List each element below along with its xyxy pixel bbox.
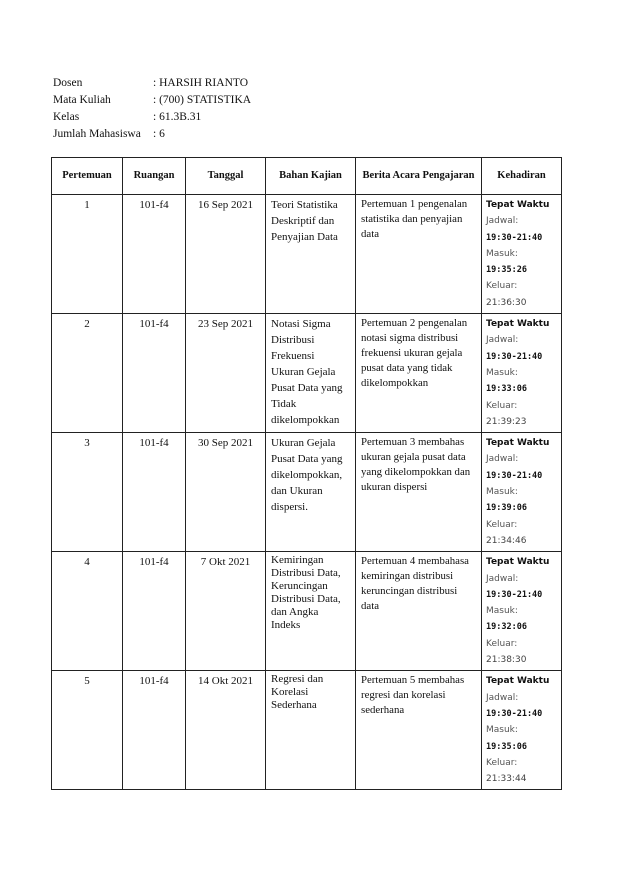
table-row xyxy=(52,314,562,433)
cell-pertemuan: 5 xyxy=(52,671,123,790)
jadwal-value: 19:30-21:40 xyxy=(486,708,543,719)
keluar-value: 21:36:30 xyxy=(486,297,527,308)
cell-ruangan: 101-f4 xyxy=(123,195,186,314)
table-row xyxy=(52,195,562,314)
table-header-row xyxy=(52,158,562,195)
keluar-value: 21:38:30 xyxy=(486,655,527,666)
cell-ruangan: 101-f4 xyxy=(123,314,186,433)
cell-bahan-kajian: Ukuran Gejala Pusat Data yang dikelompokkan, dan Ukuran dispersi. xyxy=(266,433,356,552)
matkul-value: : (700) STATISTIKA xyxy=(153,92,251,109)
cell-berita-acara: Pertemuan 3 membahas ukuran gejala pusat data yang dikelompokkan dan ukuran dispersi xyxy=(356,433,482,552)
cell-bahan-kajian: Regresi dan Korelasi Sederhana xyxy=(266,671,356,790)
masuk-label: Masuk: xyxy=(486,248,518,259)
jadwal-label: Jadwal: xyxy=(486,216,519,227)
keluar-label: Keluar: xyxy=(486,281,518,292)
cell-tanggal: 30 Sep 2021 xyxy=(186,433,266,552)
cell-ruangan: 101-f4 xyxy=(123,433,186,552)
masuk-label: Masuk: xyxy=(486,725,518,736)
info-row-kelas xyxy=(53,109,251,126)
table-row xyxy=(52,552,562,671)
keluar-label: Keluar: xyxy=(486,519,518,530)
jadwal-label: Jadwal: xyxy=(486,454,519,465)
masuk-label: Masuk: xyxy=(486,487,518,498)
col-header-ruangan: Ruangan xyxy=(123,158,186,195)
jadwal-label: Jadwal: xyxy=(486,335,519,346)
cell-kehadiran xyxy=(482,671,562,790)
cell-bahan-kajian: Kemiringan Distribusi Data, Keruncingan Distribusi Data, dan Angka Indeks xyxy=(266,552,356,671)
cell-kehadiran xyxy=(482,314,562,433)
masuk-value: 19:32:06 xyxy=(486,622,527,633)
col-header-kehadiran: Kehadiran xyxy=(482,158,562,195)
col-header-bahan-kajian: Bahan Kajian xyxy=(266,158,356,195)
course-info xyxy=(53,75,251,143)
matkul-label: Mata Kuliah xyxy=(53,94,111,106)
info-row-dosen xyxy=(53,75,251,92)
cell-berita-acara: Pertemuan 5 membahas regresi dan korelasi sederhana xyxy=(356,671,482,790)
cell-pertemuan: 2 xyxy=(52,314,123,433)
cell-pertemuan: 4 xyxy=(52,552,123,671)
cell-berita-acara: Pertemuan 2 pengenalan notasi sigma distribusi frekuensi ukuran gejala pusat data yang tidak dikelompokkan xyxy=(356,314,482,433)
cell-ruangan: 101-f4 xyxy=(123,671,186,790)
attendance-status: Tepat Waktu xyxy=(486,200,550,210)
dosen-value: : HARSIH RIANTO xyxy=(153,75,248,92)
kelas-value: : 61.3B.31 xyxy=(153,109,201,126)
info-row-matkul xyxy=(53,92,251,109)
jadwal-value: 19:30-21:40 xyxy=(486,470,543,481)
masuk-label: Masuk: xyxy=(486,606,518,617)
masuk-value: 19:39:06 xyxy=(486,503,527,514)
masuk-value: 19:33:06 xyxy=(486,384,527,395)
kelas-label: Kelas xyxy=(53,111,80,123)
attendance-status: Tepat Waktu xyxy=(486,438,550,449)
attendance-table xyxy=(51,157,562,790)
cell-tanggal: 14 Okt 2021 xyxy=(186,671,266,790)
masuk-value: 19:35:26 xyxy=(486,265,527,276)
cell-bahan-kajian: Teori Statistika Deskriptif dan Penyajian Data xyxy=(266,195,356,314)
cell-pertemuan: 1 xyxy=(52,195,123,314)
masuk-label: Masuk: xyxy=(486,367,518,378)
cell-berita-acara: Pertemuan 4 membahasa kemiringan distribusi keruncingan distribusi data xyxy=(356,552,482,671)
table-row xyxy=(52,671,562,790)
col-header-tanggal: Tanggal xyxy=(186,158,266,195)
cell-bahan-kajian: Notasi Sigma Distribusi Frekuensi Ukuran Gejala Pusat Data yang Tidak dikelompokkan xyxy=(266,314,356,433)
jadwal-value: 19:30-21:40 xyxy=(486,589,543,600)
jadwal-value: 19:30-21:40 xyxy=(486,351,543,362)
attendance-status: Tepat Waktu xyxy=(486,557,550,568)
cell-tanggal: 16 Sep 2021 xyxy=(186,195,266,314)
keluar-value: 21:33:44 xyxy=(486,774,527,785)
dosen-label: Dosen xyxy=(53,77,83,89)
jadwal-value: 19:30-21:40 xyxy=(486,232,543,243)
cell-tanggal: 7 Okt 2021 xyxy=(186,552,266,671)
jumlah-label: Jumlah Mahasiswa xyxy=(53,128,141,140)
cell-ruangan: 101-f4 xyxy=(123,552,186,671)
col-header-pertemuan: Pertemuan xyxy=(52,158,123,195)
col-header-berita-acara: Berita Acara Pengajaran xyxy=(356,158,482,195)
attendance-status: Tepat Waktu xyxy=(486,319,550,330)
keluar-label: Keluar: xyxy=(486,757,518,768)
masuk-value: 19:35:06 xyxy=(486,741,527,752)
cell-kehadiran xyxy=(482,552,562,671)
cell-tanggal: 23 Sep 2021 xyxy=(186,314,266,433)
keluar-value: 21:39:23 xyxy=(486,416,527,427)
jumlah-value: : 6 xyxy=(153,126,165,143)
cell-pertemuan: 3 xyxy=(52,433,123,552)
keluar-label: Keluar: xyxy=(486,400,518,411)
jadwal-label: Jadwal: xyxy=(486,692,519,703)
keluar-label: Keluar: xyxy=(486,638,518,649)
cell-kehadiran xyxy=(482,433,562,552)
cell-berita-acara: Pertemuan 1 pengenalan statistika dan penyajian data xyxy=(356,195,482,314)
jadwal-label: Jadwal: xyxy=(486,573,519,584)
keluar-value: 21:34:46 xyxy=(486,535,527,546)
table-row xyxy=(52,433,562,552)
attendance-status: Tepat Waktu xyxy=(486,676,550,687)
cell-kehadiran xyxy=(482,195,562,314)
info-row-jumlah xyxy=(53,126,251,143)
